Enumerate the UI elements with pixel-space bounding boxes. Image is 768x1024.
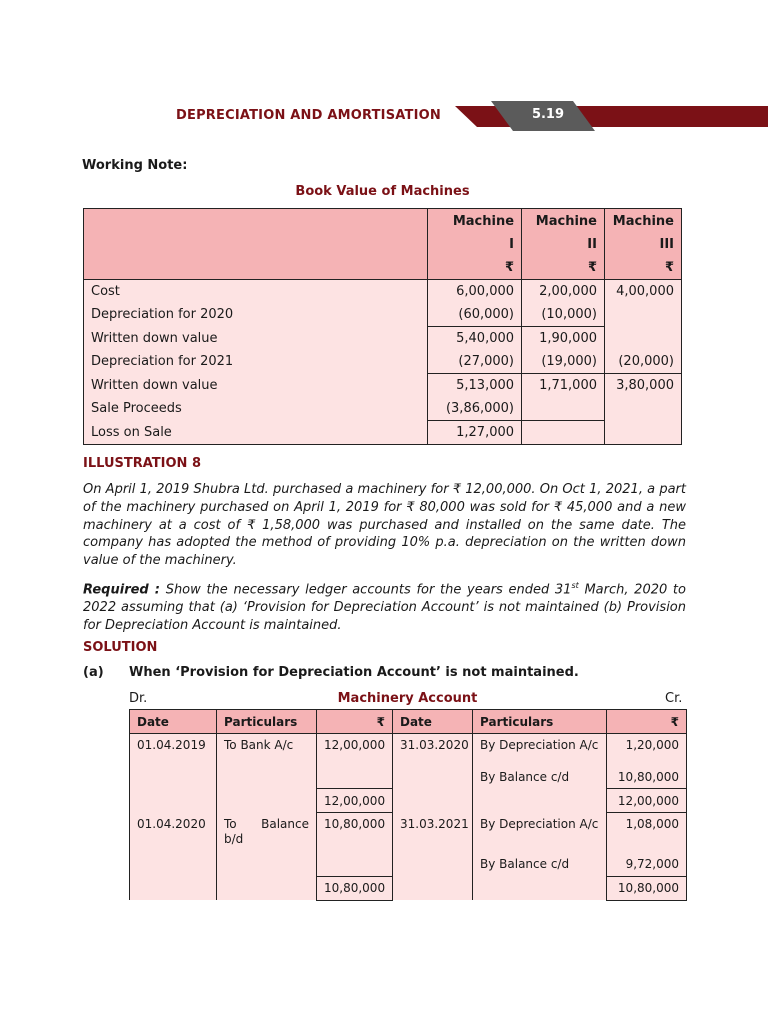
account-title: Machinery Account — [337, 691, 478, 706]
table-row: 01.04.2020 To Balance b/d 10,80,000 31.03.2021 By Depreciation A/c 1,08,000 — [130, 813, 687, 853]
illustration-text: On April 1, 2019 Shubra Ltd. purchased a machinery for ₹ 12,00,000. On Oct 1, 2021, a part of the machinery purchased on April 1, 2019 for ₹ 80,000 was sold for ₹ 45,000 and a new machinery at a cost of ₹ 1,58,000 was purchased and installed on the same date. The company has adopted the method of providing 10% p.a. depreciation on the written down value of the machinery. — [83, 482, 686, 569]
table-row: Depreciation for 2021 (27,000) (19,000) (20,000) — [84, 350, 682, 374]
part-heading: When ‘Provision for Depreciation Account’ is not maintained. — [129, 665, 579, 680]
table-row: Sale Proceeds (3,86,000) — [84, 397, 682, 421]
table-row: By Balance c/d 9,72,000 — [130, 853, 687, 877]
table-row: Written down value 5,40,000 1,90,000 — [84, 327, 682, 351]
table-row: Cost 6,00,000 2,00,000 4,00,000 — [84, 280, 682, 304]
illustration-heading: ILLUSTRATION 8 — [83, 456, 201, 471]
book-value-caption: Book Value of Machines — [295, 184, 470, 199]
required-text: Required : Show the necessary ledger accounts for the years ended 31st March, 2020 to 2022 assuming that (a) ‘Provision for Depreciation Account’ is not maintained (b) Provision for Depreciation Account is maintained. — [83, 581, 686, 633]
table-row: 01.04.2019 To Bank A/c 12,00,000 31.03.2020 By Depreciation A/c 1,20,000 — [130, 734, 687, 766]
table-row: Loss on Sale 1,27,000 — [84, 421, 682, 445]
book-value-table — [83, 208, 682, 445]
col-particulars-cr: Particulars — [473, 710, 607, 734]
solution-heading: SOLUTION — [83, 640, 158, 655]
working-note-heading: Working Note: — [82, 158, 188, 173]
col-date-dr: Date — [130, 710, 217, 734]
table-row: Written down value 5,13,000 1,71,000 3,80,000 — [84, 374, 682, 398]
table-row: By Balance c/d 10,80,000 — [130, 765, 687, 789]
part-label: (a) — [83, 665, 104, 680]
header-machine-1: Machine I ₹ — [428, 209, 522, 280]
debit-label: Dr. — [129, 691, 148, 706]
table-header-blank — [84, 209, 428, 280]
page-number: 5.19 — [531, 107, 565, 122]
col-particulars-dr: Particulars — [217, 710, 317, 734]
required-label: Required : — [83, 582, 161, 598]
header-machine-3: Machine III ₹ — [604, 209, 681, 280]
table-row: 12,00,000 12,00,000 — [130, 789, 687, 813]
machinery-account-ledger — [129, 709, 687, 901]
table-row: 10,80,000 10,80,000 — [130, 876, 687, 900]
credit-label: Cr. — [665, 691, 683, 706]
col-amount-dr: ₹ — [317, 710, 393, 734]
col-date-cr: Date — [393, 710, 473, 734]
chapter-title: DEPRECIATION AND AMORTISATION — [176, 108, 441, 123]
header-bar — [455, 101, 768, 131]
col-amount-cr: ₹ — [607, 710, 687, 734]
header-machine-2: Machine II ₹ — [522, 209, 605, 280]
table-row: Depreciation for 2020 (60,000) (10,000) — [84, 303, 682, 327]
